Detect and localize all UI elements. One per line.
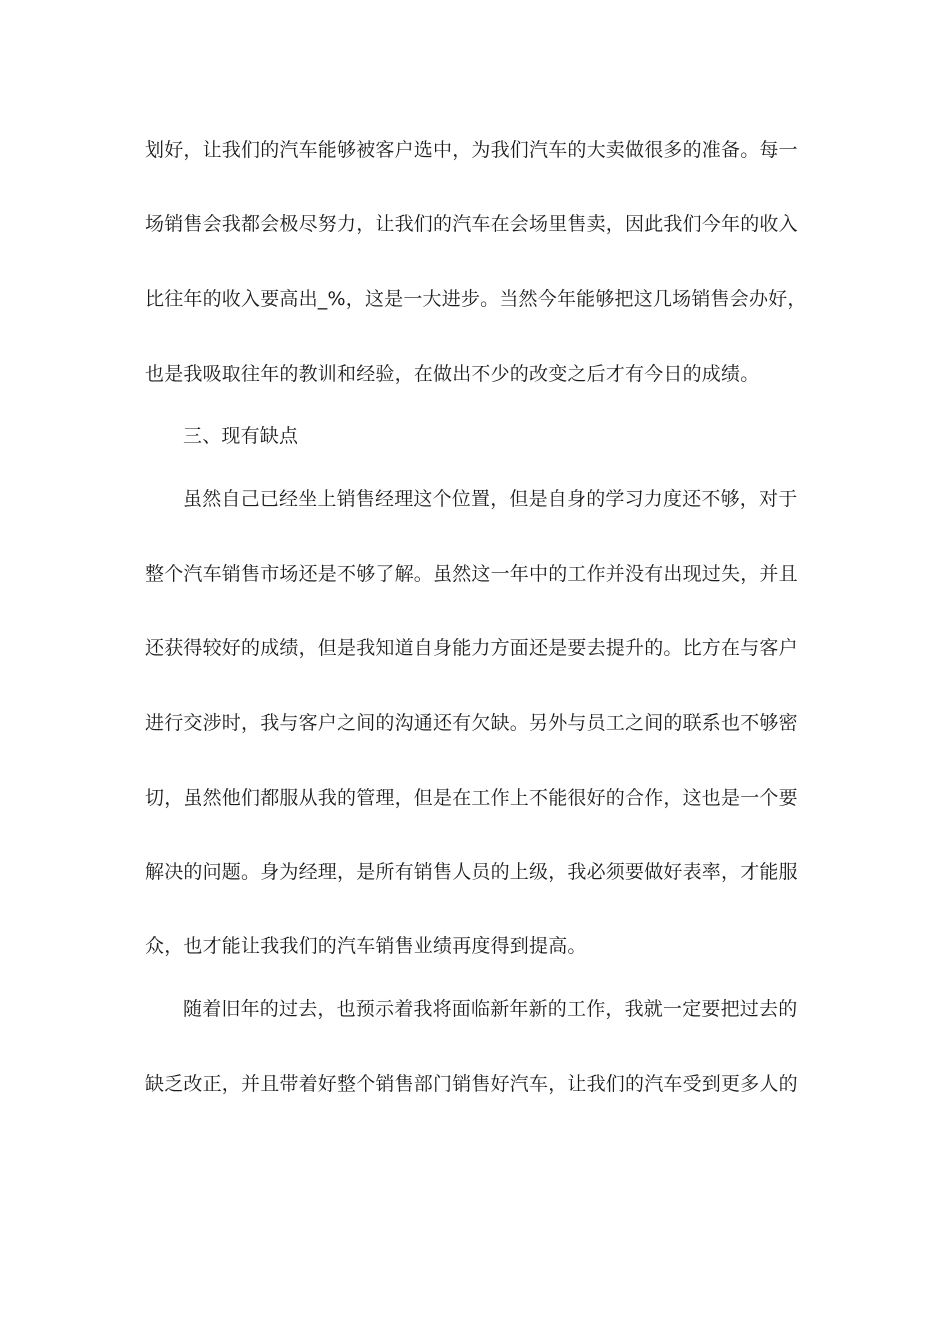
paragraph-line: 进行交涉时，我与客户之间的沟通还有欠缺。另外与员工之间的联系也不够密 — [145, 712, 798, 734]
paragraph-line: 比往年的收入要高出_%，这是一大进步。当然今年能够把这几场销售会办好， — [145, 288, 807, 310]
paragraph-line: 还获得较好的成绩，但是我知道自身能力方面还是要去提升的。比方在与客户 — [145, 637, 798, 659]
paragraph-line: 划好，让我们的汽车能够被客户选中，为我们汽车的大卖做很多的准备。每一 — [145, 139, 798, 161]
paragraph-line: 缺乏改正，并且带着好整个销售部门销售好汽车，让我们的汽车受到更多人的 — [145, 1073, 798, 1095]
paragraph-line: 整个汽车销售市场还是不够了解。虽然这一年中的工作并没有出现过失，并且 — [145, 563, 798, 585]
section-heading: 三、现有缺点 — [183, 425, 299, 447]
paragraph-line: 也是我吸取往年的教训和经验，在做出不少的改变之后才有今日的成绩。 — [145, 363, 760, 385]
paragraph-line: 场销售会我都会极尽努力，让我们的汽车在会场里售卖，因此我们今年的收入 — [145, 213, 798, 235]
paragraph-line: 随着旧年的过去，也预示着我将面临新年新的工作，我就一定要把过去的 — [183, 998, 798, 1020]
paragraph-line: 虽然自己已经坐上销售经理这个位置，但是自身的学习力度还不够，对于 — [183, 488, 798, 510]
paragraph-line: 切，虽然他们都服从我的管理，但是在工作上不能很好的合作，这也是一个要 — [145, 787, 798, 809]
paragraph-line: 众，也才能让我我们的汽车销售业绩再度得到提高。 — [145, 935, 587, 957]
paragraph-line: 解决的问题。身为经理，是所有销售人员的上级，我必须要做好表率，才能服 — [145, 861, 798, 883]
